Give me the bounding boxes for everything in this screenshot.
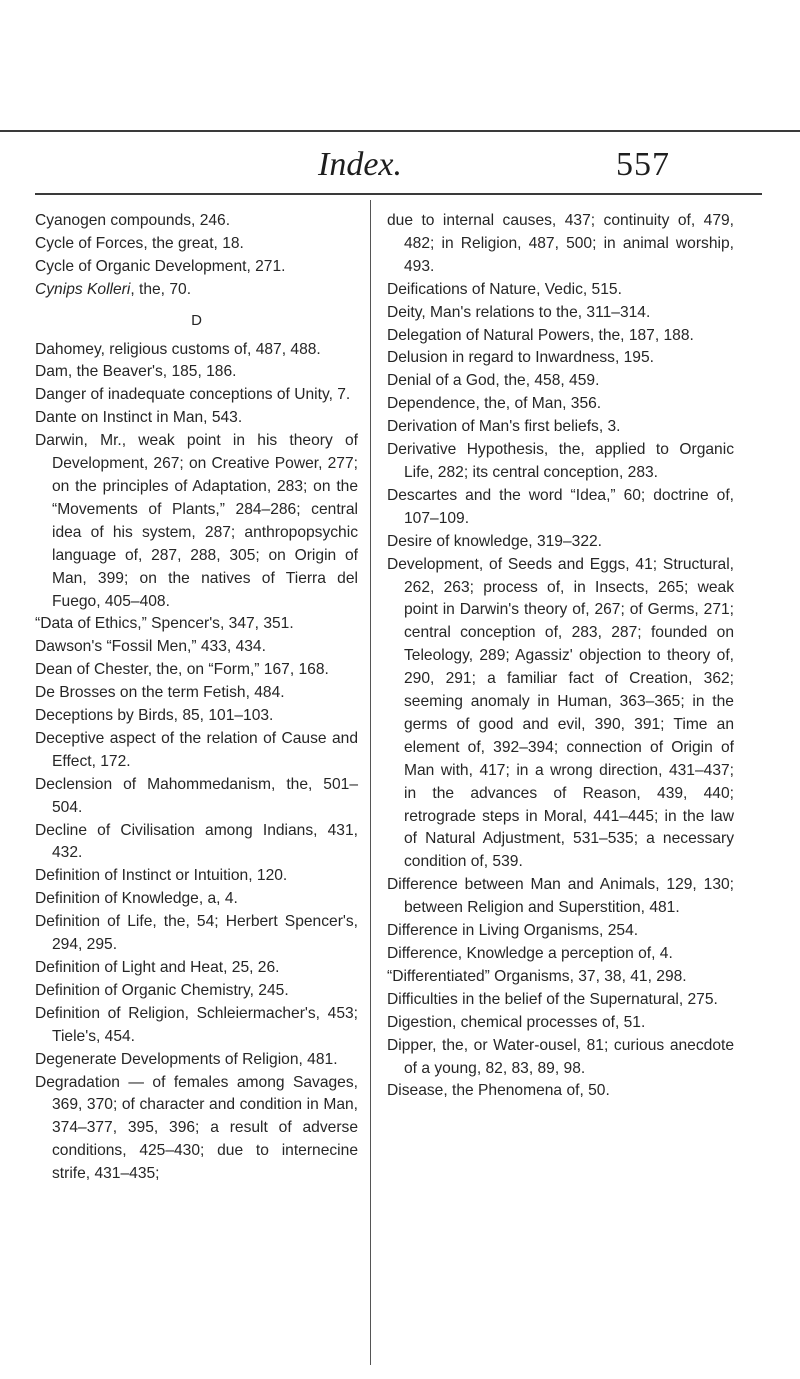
index-entry: Definition of Light and Heat, 25, 26. (35, 959, 280, 976)
running-title: Index. (318, 146, 403, 183)
index-entry: De Brosses on the term Fetish, 484. (35, 684, 285, 702)
index-entry: Difference, Knowledge a perception of, 4. (387, 945, 673, 962)
index-entry: Cycle of Forces, the great, 18. (35, 234, 244, 252)
index-entry: Darwin, Mr., weak point in his theory of Development, 267; on Creative Power, 277; on the principles of Adaptation, 283; on the “Movements of Plants,” 284–286; central idea of his system, 287; anthropopsychic language of, 287, 288, 305; on Origin of Man, 399; on the natives of Tierra del Fuego, 405–408. (35, 432, 358, 610)
index-entry: “Differentiated” Organisms, 37, 38, 41, 298. (387, 967, 687, 985)
index-entry: Deceptions by Birds, 85, 101–103. (35, 707, 274, 725)
index-entry: Delegation of Natural Powers, the, 187, 188. (387, 326, 694, 344)
index-entry: Dam, the Beaver's, 185, 186. (35, 363, 237, 381)
index-entry: due to internal causes, 437; continuity of, 479, 482; in Religion, 487, 500; in animal worship, 493. (387, 212, 734, 275)
right-column (387, 210, 734, 1103)
index-entry: Declension of Mahommedanism, the, 501–504. (35, 775, 358, 816)
index-entry: Dahomey, religious customs of, 487, 488. (35, 340, 321, 358)
index-entry: Deceptive aspect of the relation of Cause and Effect, 172. (35, 729, 358, 770)
index-entry: Cyanogen compounds, 246. (35, 212, 231, 229)
index-entry: Definition of Religion, Schleiermacher's, 453; Tiele's, 454. (35, 1004, 358, 1045)
column-divider (370, 200, 371, 1365)
index-entry: Disease, the Phenomena of, 50. (387, 1082, 610, 1100)
index-entry-cynips (35, 279, 358, 302)
section-letter: D (191, 311, 202, 329)
page-header (0, 144, 800, 194)
index-entry: Definition of Life, the, 54; Herbert Spencer's, 294, 295. (35, 913, 358, 954)
index-entry: Danger of inadequate conceptions of Unity, 7. (35, 386, 351, 404)
index-entry: Dependence, the, of Man, 356. (387, 395, 602, 413)
index-entry: Degenerate Developments of Religion, 481. (35, 1050, 338, 1068)
entry-text: , the, 70. (130, 280, 192, 298)
index-entry: Delusion in regard to Inwardness, 195. (387, 349, 654, 367)
italic-term: Cynips Kolleri (35, 280, 131, 298)
index-entry: Digestion, chemical processes of, 51. (387, 1013, 646, 1031)
header-rule (35, 193, 762, 195)
top-rule (0, 130, 800, 132)
index-entry: “Data of Ethics,” Spencer's, 347, 351. (35, 615, 294, 633)
index-entry: Denial of a God, the, 458, 459. (387, 372, 600, 390)
index-entry: Difference in Living Organisms, 254. (387, 922, 639, 940)
index-entry: Descartes and the word “Idea,” 60; doctrine of, 107–109. (387, 486, 734, 527)
index-entry: Definition of Organic Chemistry, 245. (35, 981, 289, 999)
index-entry: Dawson's “Fossil Men,” 433, 434. (35, 638, 266, 656)
index-entry: Difficulties in the belief of the Supernatural, 275. (387, 990, 718, 1008)
index-entry: Desire of knowledge, 319–322. (387, 532, 602, 550)
index-entry: Dante on Instinct in Man, 543. (35, 409, 243, 427)
index-entry: Deifications of Nature, Vedic, 515. (387, 280, 622, 298)
index-entry: Definition of Instinct or Intuition, 120. (35, 867, 288, 885)
index-entry: Derivative Hypothesis, the, applied to Organic Life, 282; its central conception, 283. (387, 441, 734, 481)
index-entry: Derivation of Man's first beliefs, 3. (387, 418, 621, 436)
index-entry: Cycle of Organic Development, 271. (35, 257, 286, 275)
index-entry: Dean of Chester, the, on “Form,” 167, 168. (35, 661, 329, 679)
index-entry: Degradation — of females among Savages, 369, 370; of character and condition in Man, 374–377, 395, 396; a result of adverse conditions, 425–430; due to internecine strife, 431–435; (35, 1073, 358, 1183)
index-entry: Dipper, the, or Water-ousel, 81; curious anecdote of a young, 82, 83, 89, 98. (387, 1036, 734, 1077)
index-entry: Deity, Man's relations to the, 311–314. (387, 303, 651, 321)
index-entry: Development, of Seeds and Eggs, 41; Structural, 262, 263; process of, in Insects, 265; weak point in Darwin's theory of, 267; of Germs, 271; central conception of, 283, 287; founded on Teleology, 289; Agassiz' objection to theory of, 290, 291; a familiar fact of Creation, 362; seeming anomaly in Human, 363–365; in the germs of good and evil, 390, 391; Time an element of, 392–394; connection of Origin of Man with, 417; in a wrong direction, 431–437; in the advances of Reason, 439, 440; retrograde steps in Moral, 441–445; in the law of Natural Adjustment, 531–535; a necessary condition of, 539. (387, 555, 734, 871)
page-number: 557 (616, 146, 670, 183)
index-entry: Definition of Knowledge, a, 4. (35, 890, 238, 908)
index-entry: Difference between Man and Animals, 129, 130; between Religion and Superstition, 481. (387, 876, 734, 917)
index-entry: Decline of Civilisation among Indians, 431, 432. (35, 821, 358, 862)
left-column (35, 210, 358, 1186)
